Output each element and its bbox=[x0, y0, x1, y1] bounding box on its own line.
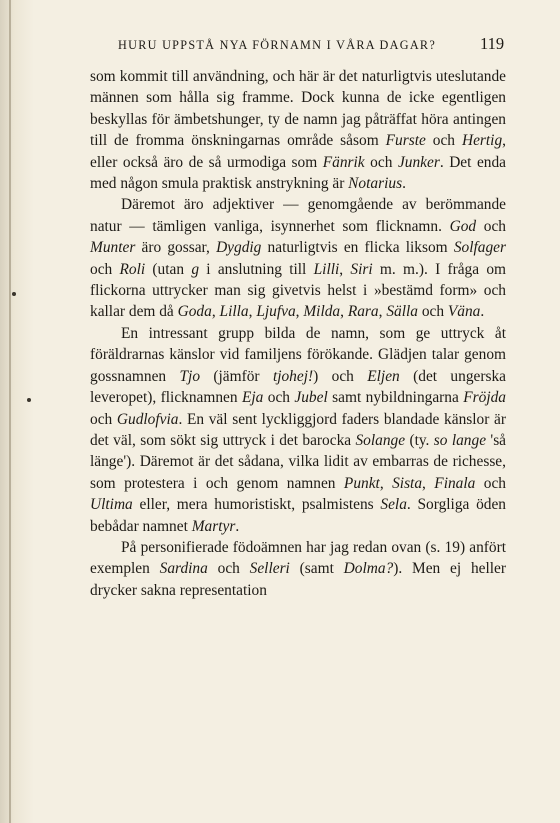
text-run: , bbox=[379, 474, 393, 492]
italic-term: Rara bbox=[347, 303, 379, 321]
paragraph bbox=[90, 537, 506, 601]
text-run: , bbox=[248, 303, 257, 321]
text-run: ). Men ej heller drycker sakna representation bbox=[90, 560, 506, 599]
italic-term: Eja bbox=[241, 389, 264, 407]
margin-mark bbox=[12, 292, 16, 296]
italic-term: Dygdig bbox=[216, 239, 262, 257]
italic-term: Notarius bbox=[348, 175, 403, 193]
page-gutter bbox=[9, 0, 11, 823]
text-run: Däremot äro adjektiver — genomgående av berömmande natur — tämligen vanliga, isynnerhet som flicknamn. bbox=[90, 196, 506, 235]
text-run: . bbox=[480, 303, 485, 321]
text-run: , bbox=[295, 303, 304, 321]
italic-term: Selleri bbox=[249, 560, 290, 578]
text-run: . Sorgliga öden bebådar namnet bbox=[90, 496, 506, 535]
paragraph bbox=[90, 194, 506, 322]
paragraph bbox=[90, 66, 506, 194]
italic-term: Väna bbox=[447, 303, 481, 321]
text-run: naturligtvis en flicka liksom bbox=[261, 239, 454, 257]
text-run: och bbox=[417, 303, 448, 321]
italic-term: so lange bbox=[433, 431, 487, 449]
page-number: 119 bbox=[480, 34, 505, 53]
text-run: äro gossar, bbox=[135, 239, 217, 257]
italic-term: Sela bbox=[380, 496, 407, 514]
italic-term: Punkt bbox=[343, 474, 380, 492]
text-run: och bbox=[90, 260, 120, 278]
text-run: och bbox=[475, 474, 506, 492]
italic-term: Junker bbox=[397, 153, 440, 171]
italic-term: Munter bbox=[90, 239, 136, 257]
italic-term: Martyr bbox=[191, 517, 236, 535]
italic-term: Sista bbox=[392, 474, 423, 492]
text-run: och bbox=[90, 410, 117, 428]
italic-term: Fröjda bbox=[463, 389, 506, 407]
text-run: , bbox=[422, 474, 435, 492]
italic-term: Lilli bbox=[313, 260, 340, 278]
text-run: (utan bbox=[145, 260, 192, 278]
italic-term: Solange bbox=[355, 431, 406, 449]
italic-term: Milda bbox=[303, 303, 341, 321]
italic-term: Jubel bbox=[294, 389, 328, 407]
text-run: m. m.). I fråga om flickorna uttrycker man sig givetvis helst i »bestämd form» och kallar dem då bbox=[90, 260, 507, 321]
italic-term: Fänrik bbox=[322, 153, 365, 171]
italic-term: Roli bbox=[119, 260, 146, 278]
text-run: På personifierade födoämnen har jag redan ovan (s. 19) anfört exemplen bbox=[90, 538, 506, 578]
italic-term: Furste bbox=[385, 132, 426, 150]
italic-term: tjohej! bbox=[272, 367, 314, 385]
italic-term: Finala bbox=[434, 474, 476, 492]
italic-term: Lilla bbox=[219, 303, 249, 321]
italic-term: Goda bbox=[177, 303, 212, 321]
text-run: , bbox=[378, 303, 387, 321]
text-run: och bbox=[364, 153, 398, 171]
italic-term: Siri bbox=[350, 260, 373, 278]
text-run: och bbox=[425, 132, 462, 150]
text-run: , bbox=[340, 303, 348, 321]
italic-term: Sardina bbox=[159, 560, 208, 578]
italic-term: Dolma? bbox=[343, 560, 394, 578]
italic-term: Ljufva bbox=[256, 303, 296, 321]
italic-term: Solfager bbox=[453, 239, 506, 257]
text-run: , bbox=[211, 303, 220, 321]
text-run: som kommit till användning, och här är det naturligtvis uteslutande männen som hålla sig framme. Dock kunna de icke egentligen beskyllas för ämbetshunger, ty de namn jag påträffat höra antingen till de fromma önskningarnas område såsom bbox=[90, 68, 506, 150]
text-run: samt nybildningarna bbox=[327, 389, 464, 407]
text-run: (jämför bbox=[200, 367, 273, 385]
text-run: i anslutning till bbox=[199, 260, 314, 278]
italic-term: Eljen bbox=[367, 367, 400, 385]
running-title: HURU UPPSTÅ NYA FÖRNAMN I VÅRA DAGAR? bbox=[118, 38, 437, 52]
text-run: , bbox=[339, 260, 351, 278]
italic-term: Gudlofvia bbox=[116, 410, 179, 428]
text-run: (samt bbox=[289, 560, 344, 578]
text-run: . bbox=[402, 175, 406, 193]
paragraph bbox=[90, 323, 506, 537]
italic-term: Ultima bbox=[90, 496, 133, 514]
italic-term: Tjo bbox=[179, 367, 201, 385]
italic-term: g bbox=[191, 260, 200, 278]
text-run: och bbox=[263, 389, 295, 407]
body-text bbox=[90, 66, 506, 601]
text-run: ) och bbox=[313, 367, 368, 385]
italic-term: Hertig bbox=[461, 132, 503, 150]
running-header bbox=[118, 34, 518, 53]
text-run: och bbox=[207, 560, 250, 578]
text-run: . bbox=[235, 517, 240, 535]
italic-term: Sälla bbox=[386, 303, 418, 321]
margin-mark bbox=[27, 398, 31, 402]
text-run: 'så länge'). Däremot är det sådana, vilka lidit av embarras de richesse, som protestera i och genom namnen bbox=[90, 431, 507, 492]
italic-term: God bbox=[449, 217, 477, 235]
text-run: , eller också äro de så urmodiga som bbox=[90, 132, 506, 171]
text-run: (ty. bbox=[405, 431, 434, 449]
text-run: . Det enda med någon smula praktisk anstrykning är bbox=[90, 153, 506, 193]
text-run: eller, mera humoristiskt, psalmistens bbox=[132, 496, 381, 514]
text-run: och bbox=[476, 217, 506, 235]
text-run: En intressant grupp bilda de namn, som ge uttryck åt föräldrarnas känslor vid familjens förökande. Glädjen talar genom gossnamnen bbox=[90, 324, 506, 385]
text-run: . En väl sent lyckliggjord faders blandade känslor är det väl, som sökt sig uttryck i det barocka bbox=[90, 410, 506, 449]
text-run: (det ungerska leveropet), flicknamnen bbox=[90, 367, 506, 407]
